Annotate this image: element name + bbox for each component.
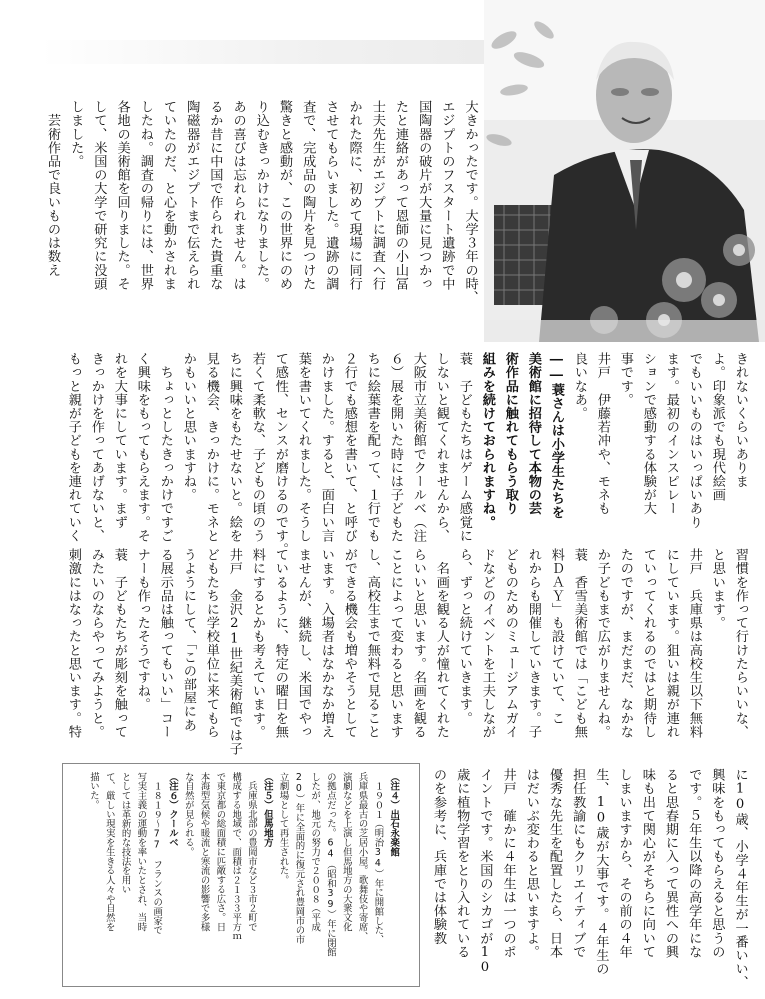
text-column: と思います。 xyxy=(709,548,725,630)
text-column: ２行でも感想を書いて、と呼び xyxy=(341,352,357,543)
text-column: 井戸 金沢21世紀美術館では子 xyxy=(226,548,242,756)
text-column: あの喜びは忘れられません。は xyxy=(230,100,246,291)
text-column: ――蓑さんは小学生たちを xyxy=(548,352,564,519)
text-column: ら、ずっと続けていきます。 xyxy=(456,548,472,725)
text-column: 井戸 兵庫県は高校生以下無料 xyxy=(686,548,702,739)
text-column: て感性、センスが磨けるのです。 xyxy=(272,352,288,556)
text-column: 驚きと感動が、この世界にのめ xyxy=(276,100,292,291)
text-column: 美術館に招待して本物の芸 xyxy=(525,352,541,516)
text-column: ちに興味をもたせないと。絵を xyxy=(226,352,242,543)
text-column: 若くて柔軟な、子どもの頃のう xyxy=(249,352,265,543)
text-column: 大きかったです。大学３年の時、 xyxy=(462,100,478,304)
footnote-line: 構成する地域で、面積は２１３３平方ｍ xyxy=(230,772,242,942)
text-column: のを参考に、兵庫では体験教 xyxy=(430,768,446,945)
text-column: して、米国の大学で研究に没頭 xyxy=(91,100,107,291)
text-column: ドなどのイベントを工夫しなが xyxy=(479,548,495,739)
text-column: きっかけを作ってあげないと、 xyxy=(88,352,104,543)
text-column: 蓑 子どもたちはゲーム感覚に xyxy=(456,352,472,543)
text-column: 担任教諭にもクリエイティブで xyxy=(570,768,586,959)
text-column: みたいのならやってみようと。 xyxy=(88,548,104,739)
text-column: 術作品に触れてもらう取り xyxy=(502,352,518,516)
text-column: 芸術作品で良いものは数え xyxy=(44,100,60,277)
text-column: し、高校生まで無料で見ること xyxy=(364,548,380,739)
text-column: る展示品は触ってもいい」コー xyxy=(157,548,173,739)
text-column: 見る機会、きっかけに。モネと xyxy=(203,352,219,543)
text-column: 査で、完成品の陶片を見つけた xyxy=(300,100,316,291)
text-column: 井戸 確かに４年生は一つのポ xyxy=(500,768,516,959)
text-column: り込むきっかけになりました。 xyxy=(253,100,269,291)
text-column: 良いなあ。 xyxy=(571,352,587,420)
text-column: 士夫先生がエジプトに調査へ行 xyxy=(369,100,385,291)
footnotes-box xyxy=(62,763,420,987)
footnote-line: 立劇場として再生された。 xyxy=(277,772,289,885)
text-column: 歳に植物学習をとり入れている xyxy=(454,768,470,959)
text-column: に10歳、小学４年生が一番いい、 xyxy=(732,768,748,990)
footnote-line: 兵庫県最古の芝居小屋。歌舞伎や寄席、 xyxy=(356,772,368,942)
footnote-line: （注５）但馬地方 xyxy=(261,772,273,848)
text-column: したね。調査の帰りには、世界 xyxy=(137,100,153,291)
text-column: ションで感動する体験が大 xyxy=(640,352,656,516)
footnote-line: 本海型気候や暖流と寒流の影響で多様 xyxy=(198,772,210,932)
text-column: 習慣を作って行けたらいいな、 xyxy=(732,548,748,739)
footnote-line: 演劇などを上演し但馬地方の大衆文化 xyxy=(340,772,352,932)
footnote-line: 兵庫県北部の豊岡市など３市２町で xyxy=(246,772,257,932)
footnote-line: １９０１（明治34）年に開館した、 xyxy=(372,772,384,945)
text-column: よ。印象派でも現代絵画 xyxy=(709,352,725,502)
text-column: 大阪市立美術館でクールベ（注 xyxy=(410,352,426,543)
text-column: 各地の美術館を回りました。そ xyxy=(114,100,130,291)
portrait-photo-icon xyxy=(484,0,765,342)
text-column: 料ＤＡＹ」も設けていて、こ xyxy=(548,548,564,725)
text-column: かもいいと思いますね。 xyxy=(180,352,196,502)
text-column: ことによって変わると思います xyxy=(387,548,403,739)
text-column: 料にするとかも考えています。 xyxy=(249,548,265,739)
text-column: かけました。すると、面白い言 xyxy=(318,352,334,543)
footnote-line: したが、地元の努力で２００８（平成 xyxy=(309,772,321,932)
text-column: れを大事にしています。まず xyxy=(111,352,127,529)
text-column: 興味をもってもらえると思うの xyxy=(709,768,725,959)
text-column: もっと親が子どもを連れていく xyxy=(65,352,81,543)
text-column: はだいぶ変わると思いますよ。 xyxy=(523,768,539,959)
footnote-line: １８１９～77 フランスの画家で xyxy=(151,772,163,935)
footnote-line: 写実主義の運動を率いたとされ、当時 xyxy=(135,772,147,932)
photo-top-band xyxy=(40,40,484,64)
text-column: かれた際に、初めて現場に同行 xyxy=(346,100,362,291)
text-column: ６）展を開いた時には子どもた xyxy=(387,352,403,543)
footnote-line: の拠点だった。64（昭和39）年に閉館 xyxy=(325,772,336,957)
text-column: です。５年生以降の高学年にな xyxy=(686,768,702,959)
text-column: 味も出て関心がそちらに向いて xyxy=(639,768,655,959)
text-column: ができる機会も増やそうとして xyxy=(341,548,357,739)
text-column: ていってくれるのではと期待し xyxy=(640,548,656,739)
footnote-line: （注４）出石永楽館 xyxy=(388,772,400,857)
text-column: しました。 xyxy=(68,100,84,168)
text-column: ませんが、継続し、米国でやっ xyxy=(295,548,311,739)
text-column: 陶磁器がエジプトまで伝えられ xyxy=(184,100,200,291)
text-column: 蓑 子どもたちが彫刻を触って xyxy=(111,548,127,739)
text-column: きれないくらいありま xyxy=(732,352,748,488)
text-column: ると思春期に入って異性への興 xyxy=(662,768,678,959)
footnote-line: な自然が見られる。 xyxy=(182,772,194,857)
text-column: ているように、特定の曜日を無 xyxy=(272,548,288,739)
text-column: ます。最初のインスピレー xyxy=(663,352,679,516)
text-column: く興味をもってもらえます。そ xyxy=(134,352,150,543)
footnote-line: て、厳しい現実を生きる人々や自然を xyxy=(103,772,115,932)
text-column: います。入場者はなかなか増え xyxy=(318,548,334,739)
footnote-line: 描いた。 xyxy=(88,772,99,810)
text-column: たと連絡があって恩師の小山冨 xyxy=(392,100,408,291)
text-column: たのですが、まだまだ、なかな xyxy=(617,548,633,739)
text-column: でもいいものはいっぱいあり xyxy=(686,352,702,529)
text-column: ちょっとしたきっかけですご xyxy=(157,352,173,543)
text-column: しまいますから、その前の４年 xyxy=(616,768,632,959)
text-column: 生、10歳が大事です。４年生の xyxy=(593,768,609,976)
text-column: どものためのミュージアムガイ xyxy=(502,548,518,739)
text-column: 優秀な先生を配置したら、日本 xyxy=(546,768,562,959)
text-column: ちに絵葉書を配って、１行でも xyxy=(364,352,380,543)
text-column: エジプトのフスタート遺跡で中 xyxy=(439,100,455,291)
footnote-line: としては革新的な技法を用い xyxy=(119,772,131,895)
text-column: にしています。狙いは親が連れ xyxy=(663,548,679,739)
footnote-line: （注６）クールベ xyxy=(167,772,178,848)
text-column: うようにして、「この部屋にあ xyxy=(180,548,196,732)
text-column: させてもらいました。遺跡の調 xyxy=(323,100,339,291)
footnote-line: で東京都の総面積に匹敵する広さ。日 xyxy=(214,772,226,932)
text-column: ていたのだ、と心を動かされま xyxy=(160,100,176,291)
footnote-line: 20）年に全面的に復元され豊岡市の市 xyxy=(293,772,305,945)
text-column: しないと観てくれませんから、 xyxy=(433,352,449,543)
text-column: 井戸 伊藤若冲や、モネも xyxy=(594,352,610,516)
text-column: るか昔に中国で作られた貴重な xyxy=(207,100,223,291)
text-column: 名画を観る人が憧れてくれた xyxy=(433,548,449,739)
text-column: 刺激にはなったと思います。特 xyxy=(65,548,81,739)
text-column: か子どもまで広がりませんね。 xyxy=(594,548,610,739)
text-column: ナーも作ったそうですね。 xyxy=(134,548,150,712)
text-column: れからも開催していきます。子 xyxy=(525,548,541,739)
portrait-photo xyxy=(484,0,765,342)
text-column: 組みを続けておられますね。 xyxy=(479,352,495,529)
text-column: 葉を書いてくれました。そうし xyxy=(295,352,311,543)
text-column: らいいと思います。名画を観る xyxy=(410,548,426,739)
text-column: どもたちに学校単位に来てもら xyxy=(203,548,219,739)
text-column: イントです。米国のシカゴが10 xyxy=(477,768,493,976)
text-column: 国陶器の破片が大量に見つかっ xyxy=(416,100,432,291)
text-column: 蓑 香雪美術館では「こども無 xyxy=(571,548,587,739)
text-column: 事です。 xyxy=(617,352,633,407)
